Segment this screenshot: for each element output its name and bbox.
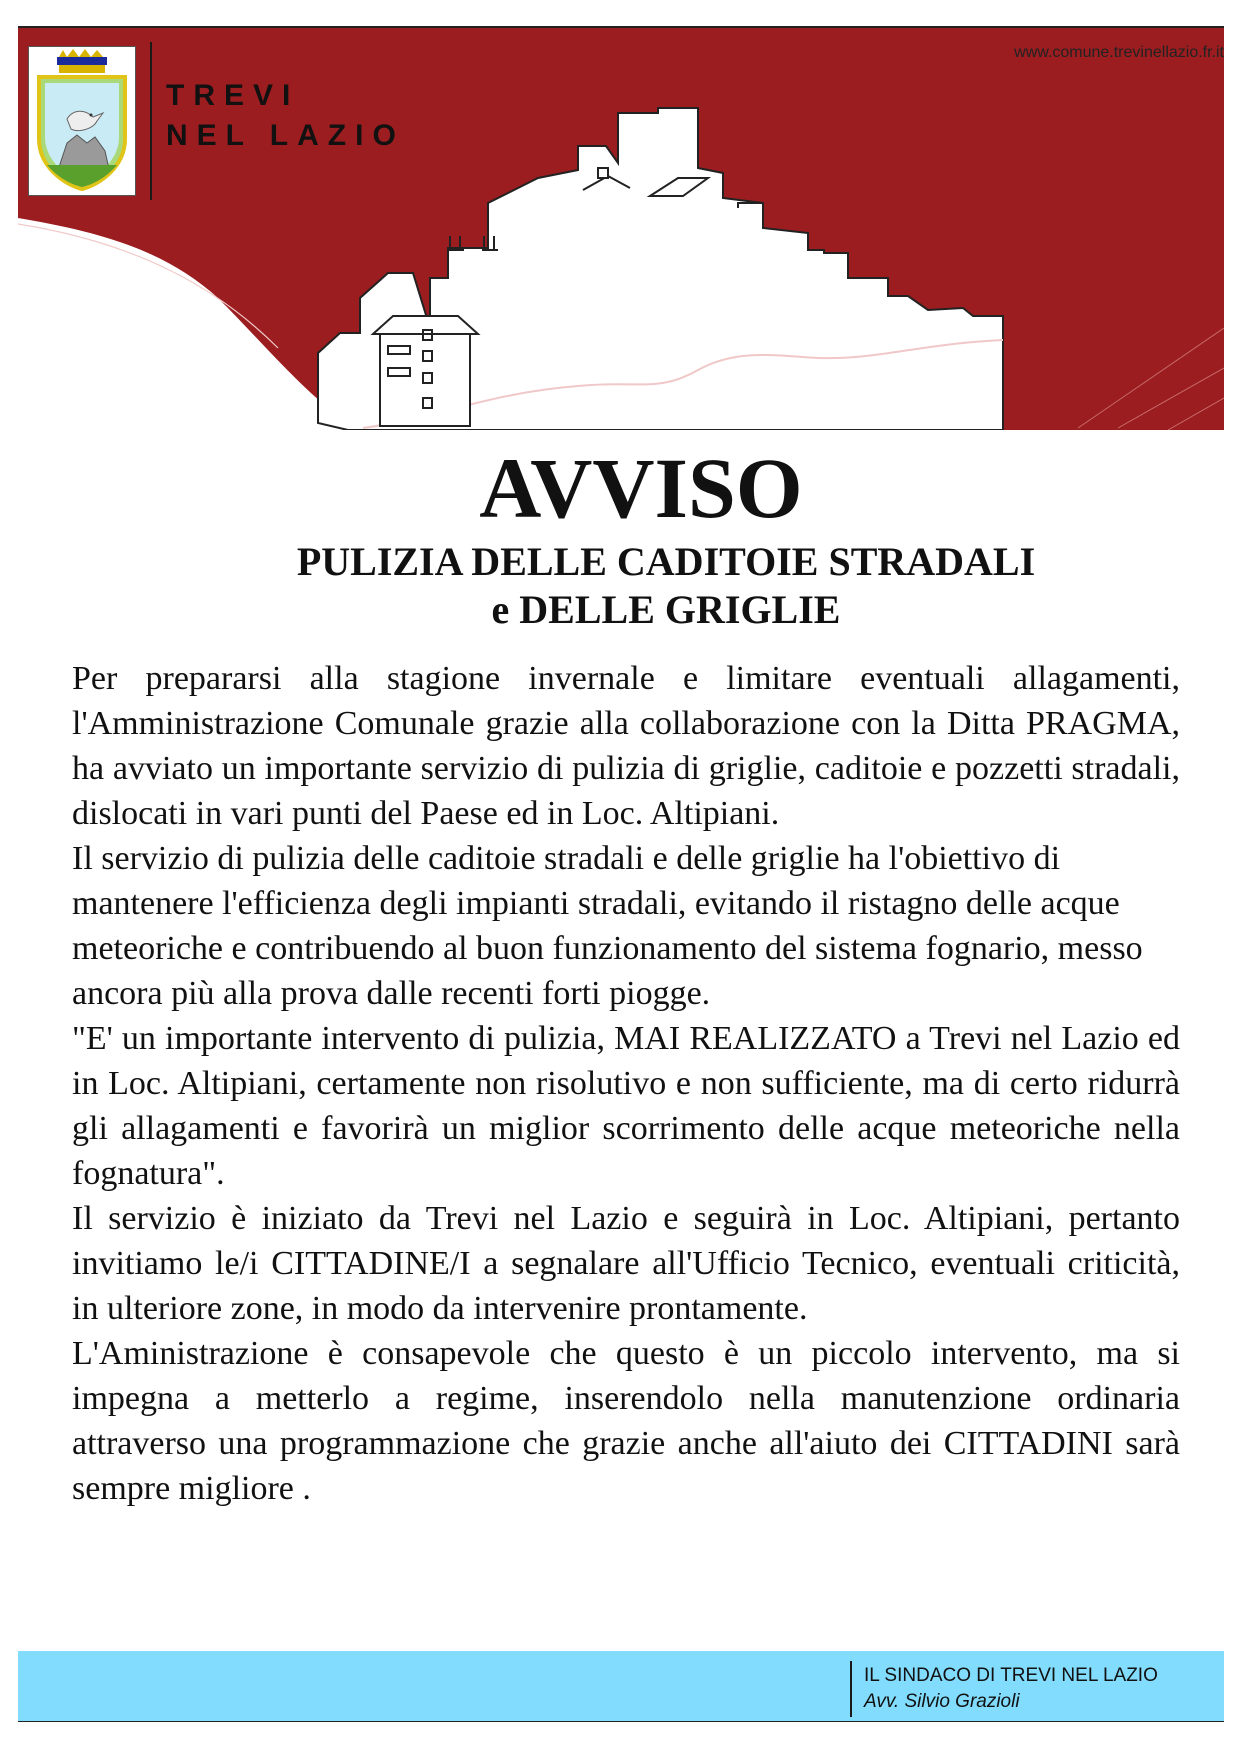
mayor-title: IL SINDACO DI TREVI NEL LAZIO [864, 1665, 1158, 1686]
notice-subtitle-line2: e DELLE GRIGLIE [491, 587, 841, 632]
notice-body [72, 656, 1180, 1511]
town-name [166, 76, 405, 156]
body-paragraph: Il servizio è iniziato da Trevi nel Lazio e seguirà in Loc. Altipiani, pertanto invitiamo le/i CITTADINE/I a segnalare all'Ufficio Tecnico, eventuali criticità, in ulteriore zone, in modo da intervenire prontamente. [72, 1200, 1180, 1327]
footer-band [18, 1651, 1224, 1722]
town-coat-of-arms-icon [28, 46, 136, 196]
notice-title: AVVISO [479, 440, 803, 536]
body-paragraph: Per prepararsi alla stagione invernale e limitare eventuali allagamenti, l'Amministrazione Comunale grazie alla collaborazione con la Ditta PRAGMA, ha avviato un importante servizio di pulizia di griglie, caditoie e pozzetti stradali, dislocati in vari punti del Paese ed in Loc. Altipiani. [72, 660, 1180, 832]
header-banner [18, 28, 1224, 430]
town-name-line2: NEL LAZIO [166, 119, 405, 152]
logo-divider [150, 42, 152, 200]
notice-subtitle [0, 538, 1240, 634]
body-paragraph: Il servizio di pulizia delle caditoie stradali e delle griglie ha l'obiettivo di mantenere l'efficienza degli impianti stradali, evitando il ristagno delle acque meteoriche e contribuendo al buon funzionamento del sistema fognario, messo ancora più alla prova dalle recenti forti piogge. [72, 840, 1143, 1012]
body-paragraph: L'Aministrazione è consapevole che questo è un piccolo intervento, ma si impegna a metterlo a regime, inserendolo nella manutenzione ordinaria attraverso una programmazione che grazie anche all'aiuto dei CITTADINI sarà sempre migliore . [72, 1335, 1180, 1507]
footer-divider [850, 1661, 852, 1717]
notice-subtitle-line1: PULIZIA DELLE CADITOIE STRADALI [296, 539, 1036, 584]
website-link[interactable]: www.comune.trevinellazio.fr.it [1014, 44, 1224, 61]
mayor-name: Avv. Silvio Grazioli [864, 1691, 1020, 1712]
town-name-line1: TREVI [166, 79, 300, 112]
body-paragraph: "E' un importante intervento di pulizia, MAI REALIZZATO a Trevi nel Lazio ed in Loc. Altipiani, certamente non risolutivo e non sufficiente, ma di certo ridurrà gli allagamenti e favorirà un miglior scorrimento delle acque meteoriche nella fognatura". [72, 1020, 1180, 1192]
